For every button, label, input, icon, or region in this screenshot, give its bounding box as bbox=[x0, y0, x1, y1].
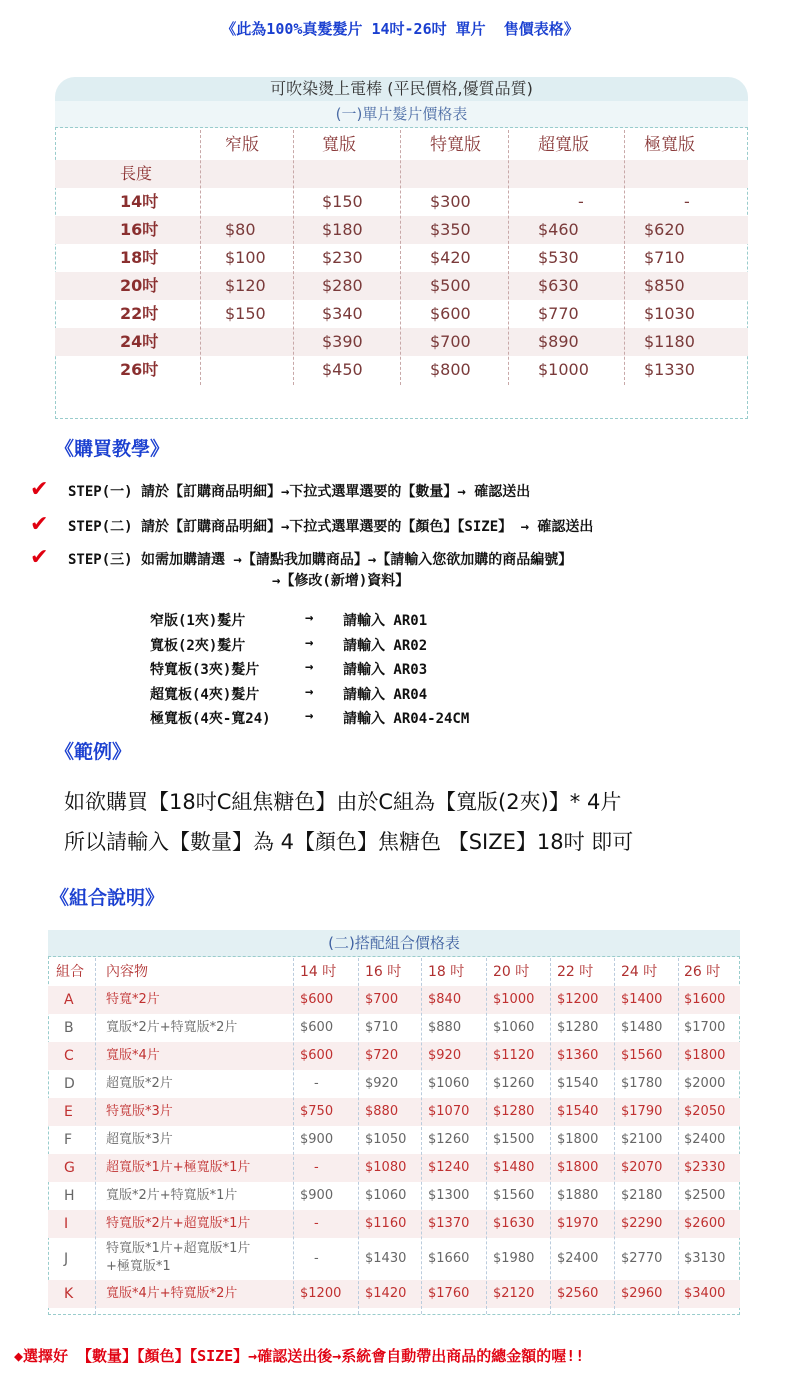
check-icon: ✔ bbox=[30, 512, 49, 537]
arrow-icon: → bbox=[305, 610, 314, 626]
price-cell: $390 bbox=[322, 332, 363, 351]
combo-item: 超寬版*1片+極寬版*1片 bbox=[106, 1160, 251, 1175]
price-cell: $2560 bbox=[557, 1286, 599, 1301]
column-divider bbox=[614, 958, 615, 1314]
table2-row bbox=[48, 1070, 740, 1098]
price-cell: $1630 bbox=[493, 1216, 535, 1231]
price-cell: $1120 bbox=[493, 1048, 535, 1063]
code-name: 超寬板(4夾)髮片 bbox=[150, 686, 260, 703]
column-header: 16 吋 bbox=[365, 964, 402, 980]
price-cell: $1660 bbox=[428, 1251, 470, 1266]
combo-item: 寬版*2片+特寬版*1片 bbox=[106, 1188, 238, 1203]
price-cell: $1200 bbox=[300, 1286, 342, 1301]
code-name: 極寬板(4夾-寬24) bbox=[150, 711, 271, 727]
combo-item: 超寬版*3片 bbox=[106, 1132, 173, 1147]
column-header: 18 吋 bbox=[428, 964, 465, 980]
price-cell: $1700 bbox=[684, 1020, 726, 1035]
price-cell: $620 bbox=[644, 220, 685, 239]
page-title: 《此為100%真髮髮片 14吋-26吋 單片 售價表格》 bbox=[221, 20, 579, 38]
price-cell: $1430 bbox=[365, 1251, 407, 1266]
code-name: 窄版(1夾)髮片 bbox=[150, 613, 246, 629]
combo-item: 特寬版*3片 bbox=[106, 1104, 173, 1119]
length-header: 長度 bbox=[120, 164, 153, 183]
price-cell: $1200 bbox=[557, 992, 599, 1007]
combo-id: J bbox=[64, 1251, 69, 1267]
price-cell: $1600 bbox=[684, 992, 726, 1007]
column-divider bbox=[486, 958, 487, 1314]
column-divider bbox=[678, 958, 679, 1314]
length-cell: 24吋 bbox=[120, 332, 159, 351]
price-cell: $100 bbox=[225, 248, 266, 267]
price-cell: - bbox=[314, 1251, 319, 1266]
combo-item: 寬版*4片+特寬版*2片 bbox=[106, 1286, 238, 1301]
price-cell: $1540 bbox=[557, 1076, 599, 1091]
table2-header-row bbox=[48, 958, 740, 986]
table1-row bbox=[55, 300, 748, 328]
price-cell: $2050 bbox=[684, 1104, 726, 1119]
table2-row bbox=[48, 1154, 740, 1182]
combo-id: A bbox=[64, 992, 74, 1008]
price-cell: $80 bbox=[225, 220, 256, 239]
table1-row bbox=[55, 216, 748, 244]
example-line-1: 如欲購買【18吋C組焦糖色】由於C組為【寬版(2夾)】* 4片 bbox=[64, 790, 622, 814]
price-cell: $890 bbox=[538, 332, 579, 351]
price-cell: $2000 bbox=[684, 1076, 726, 1091]
price-cell: $1800 bbox=[557, 1132, 599, 1147]
table1-row bbox=[55, 244, 748, 272]
price-cell: $1260 bbox=[493, 1076, 535, 1091]
code-input: 請輸入 AR04 bbox=[343, 686, 428, 703]
price-cell: $1880 bbox=[557, 1188, 599, 1203]
table1-row bbox=[55, 160, 748, 188]
table2-row bbox=[48, 1238, 740, 1280]
column-header: 組合 bbox=[56, 964, 84, 980]
price-cell: $3400 bbox=[684, 1286, 726, 1301]
table1-row bbox=[55, 272, 748, 300]
price-cell: $1370 bbox=[428, 1216, 470, 1231]
column-divider bbox=[508, 130, 509, 385]
price-cell: $1060 bbox=[428, 1076, 470, 1091]
price-cell: - bbox=[684, 192, 690, 211]
combo-id: D bbox=[64, 1076, 75, 1092]
column-divider bbox=[624, 130, 625, 385]
table2-row bbox=[48, 986, 740, 1014]
code-input: 請輸入 AR01 bbox=[343, 613, 428, 629]
price-cell: $500 bbox=[430, 276, 471, 295]
column-divider bbox=[550, 958, 551, 1314]
price-cell: $1780 bbox=[621, 1076, 663, 1091]
price-cell: $1260 bbox=[428, 1132, 470, 1147]
price-cell: $340 bbox=[322, 304, 363, 323]
column-divider bbox=[95, 958, 96, 1314]
price-cell: $1500 bbox=[493, 1132, 535, 1147]
price-cell: $1000 bbox=[493, 992, 535, 1007]
length-cell: 14吋 bbox=[120, 192, 159, 211]
price-cell: $1080 bbox=[365, 1160, 407, 1175]
combo-id: G bbox=[64, 1160, 75, 1176]
step-2: STEP(二) 請於【訂購商品明細】→下拉式選單選要的【顏色】【SIZE】 → 確認送出 bbox=[68, 519, 594, 535]
price-cell: $700 bbox=[365, 992, 399, 1007]
price-cell: $1560 bbox=[621, 1048, 663, 1063]
price-cell: - bbox=[314, 1216, 319, 1231]
price-cell: $1030 bbox=[644, 304, 695, 323]
price-cell: $600 bbox=[300, 1020, 334, 1035]
length-cell: 26吋 bbox=[120, 360, 159, 379]
column-divider bbox=[293, 130, 294, 385]
combo-id: C bbox=[64, 1048, 74, 1064]
column-header: 寬版 bbox=[322, 135, 356, 155]
price-cell: $1330 bbox=[644, 360, 695, 379]
price-cell: $600 bbox=[300, 1048, 334, 1063]
combo-item: 超寬版*2片 bbox=[106, 1076, 173, 1091]
price-cell: $1800 bbox=[684, 1048, 726, 1063]
price-cell: - bbox=[314, 1160, 319, 1175]
price-cell: $600 bbox=[430, 304, 471, 323]
price-cell: $2400 bbox=[557, 1251, 599, 1266]
price-cell: $720 bbox=[365, 1048, 399, 1063]
price-cell: $350 bbox=[430, 220, 471, 239]
price-cell: $2500 bbox=[684, 1188, 726, 1203]
combo-item: 寬版*4片 bbox=[106, 1048, 160, 1063]
price-cell: $600 bbox=[300, 992, 334, 1007]
combo-item: 特寬版*1片+超寬版*1片 bbox=[106, 1241, 251, 1256]
price-cell: $1240 bbox=[428, 1160, 470, 1175]
price-cell: $2290 bbox=[621, 1216, 663, 1231]
column-header: 特寬版 bbox=[430, 135, 481, 155]
price-cell: $1790 bbox=[621, 1104, 663, 1119]
code-name: 寬板(2夾)髮片 bbox=[150, 637, 246, 654]
price-cell: $840 bbox=[428, 992, 462, 1007]
combo-id: K bbox=[64, 1286, 74, 1302]
length-cell: 20吋 bbox=[120, 276, 159, 295]
column-divider bbox=[293, 958, 294, 1314]
price-cell: $2330 bbox=[684, 1160, 726, 1175]
step-3: STEP(三) 如需加購請選 →【請點我加購商品】→【請輸入您欲加購的商品編號】 bbox=[68, 552, 573, 568]
bottom-note: ◆選擇好 【數量】【顏色】【SIZE】→確認送出後→系統會自動帶出商品的總金額的喔!! bbox=[14, 1347, 585, 1365]
check-icon: ✔ bbox=[30, 477, 49, 502]
single-piece-price-table bbox=[55, 77, 748, 420]
price-cell: $1280 bbox=[493, 1104, 535, 1119]
table2-row bbox=[48, 1210, 740, 1238]
combo-id: B bbox=[64, 1020, 74, 1036]
price-cell: $120 bbox=[225, 276, 266, 295]
column-divider bbox=[200, 130, 201, 385]
table2-title: (二)搭配組合價格表 bbox=[48, 930, 740, 957]
code-input: 請輸入 AR02 bbox=[343, 637, 428, 654]
table1-row bbox=[55, 188, 748, 216]
combo-id: F bbox=[64, 1132, 73, 1148]
table1-row bbox=[55, 356, 748, 384]
price-cell: $1070 bbox=[428, 1104, 470, 1119]
combo-price-table bbox=[48, 930, 740, 1314]
price-cell: $300 bbox=[430, 192, 471, 211]
arrow-icon: → bbox=[305, 634, 314, 651]
price-cell: $1060 bbox=[493, 1020, 535, 1035]
table2-row bbox=[48, 1042, 740, 1070]
price-cell: $2100 bbox=[621, 1132, 663, 1147]
table2-row bbox=[48, 1182, 740, 1210]
price-cell: $530 bbox=[538, 248, 579, 267]
price-cell: $1050 bbox=[365, 1132, 407, 1147]
price-cell: $880 bbox=[365, 1104, 399, 1119]
price-cell: $1180 bbox=[644, 332, 695, 351]
price-cell: $150 bbox=[225, 304, 266, 323]
price-cell: $1760 bbox=[428, 1286, 470, 1301]
check-icon: ✔ bbox=[30, 545, 49, 570]
price-cell: $1420 bbox=[365, 1286, 407, 1301]
price-cell: $850 bbox=[644, 276, 685, 295]
price-cell: $1280 bbox=[557, 1020, 599, 1035]
arrow-icon: → bbox=[305, 683, 314, 700]
code-input: 請輸入 AR04-24CM bbox=[343, 711, 470, 727]
combo-item-extra: +極寬版*1 bbox=[106, 1259, 171, 1274]
column-header: 26 吋 bbox=[684, 964, 721, 980]
table1-header-row bbox=[55, 130, 748, 158]
arrow-icon: → bbox=[305, 659, 314, 675]
price-cell: $710 bbox=[365, 1020, 399, 1035]
price-cell: $3130 bbox=[684, 1251, 726, 1266]
table2-row bbox=[48, 1126, 740, 1154]
price-cell: $2770 bbox=[621, 1251, 663, 1266]
column-header: 超寬版 bbox=[538, 135, 589, 155]
price-cell: $1160 bbox=[365, 1216, 407, 1231]
table1-row bbox=[55, 328, 748, 356]
price-cell: $1980 bbox=[493, 1251, 535, 1266]
column-header: 窄版 bbox=[225, 135, 259, 155]
price-cell: $150 bbox=[322, 192, 363, 211]
price-cell: $710 bbox=[644, 248, 685, 267]
price-cell: $1300 bbox=[428, 1188, 470, 1203]
price-cell: $450 bbox=[322, 360, 363, 379]
price-cell: $920 bbox=[428, 1048, 462, 1063]
column-header: 14 吋 bbox=[300, 964, 337, 980]
price-cell: $230 bbox=[322, 248, 363, 267]
price-cell: $1060 bbox=[365, 1188, 407, 1203]
price-cell: $280 bbox=[322, 276, 363, 295]
price-cell: - bbox=[314, 1076, 319, 1091]
price-cell: $2180 bbox=[621, 1188, 663, 1203]
example-heading: 《範例》 bbox=[55, 741, 132, 763]
price-cell: $630 bbox=[538, 276, 579, 295]
combo-heading: 《組合說明》 bbox=[50, 887, 165, 909]
arrow-icon: → bbox=[305, 708, 314, 724]
combo-item: 特寬*2片 bbox=[106, 992, 160, 1007]
price-cell: $700 bbox=[430, 332, 471, 351]
price-cell: $2400 bbox=[684, 1132, 726, 1147]
code-input: 請輸入 AR03 bbox=[343, 662, 428, 678]
price-cell: $1000 bbox=[538, 360, 589, 379]
combo-id: E bbox=[64, 1104, 73, 1120]
column-header: 內容物 bbox=[106, 964, 148, 980]
price-cell: - bbox=[578, 192, 584, 211]
price-cell: $2600 bbox=[684, 1216, 726, 1231]
length-cell: 16吋 bbox=[120, 220, 159, 239]
price-cell: $1560 bbox=[493, 1188, 535, 1203]
price-cell: $880 bbox=[428, 1020, 462, 1035]
price-cell: $1540 bbox=[557, 1104, 599, 1119]
table2-row bbox=[48, 1280, 740, 1308]
step-3-continued: →【修改(新增)資料】 bbox=[272, 573, 410, 589]
price-cell: $1480 bbox=[493, 1160, 535, 1175]
price-cell: $1480 bbox=[621, 1020, 663, 1035]
length-cell: 22吋 bbox=[120, 304, 159, 323]
price-cell: $770 bbox=[538, 304, 579, 323]
price-cell: $900 bbox=[300, 1132, 334, 1147]
price-cell: $900 bbox=[300, 1188, 334, 1203]
column-header: 24 吋 bbox=[621, 964, 658, 980]
purchase-heading: 《購買教學》 bbox=[55, 438, 170, 460]
price-cell: $1360 bbox=[557, 1048, 599, 1063]
column-header: 20 吋 bbox=[493, 964, 530, 980]
length-cell: 18吋 bbox=[120, 248, 159, 267]
price-cell: $2070 bbox=[621, 1160, 663, 1175]
combo-id: H bbox=[64, 1188, 75, 1204]
price-cell: $800 bbox=[430, 360, 471, 379]
price-cell: $420 bbox=[430, 248, 471, 267]
column-header: 極寬版 bbox=[644, 135, 695, 155]
column-divider bbox=[358, 958, 359, 1314]
column-divider bbox=[400, 130, 401, 385]
price-cell: $750 bbox=[300, 1104, 334, 1119]
price-cell: $180 bbox=[322, 220, 363, 239]
example-line-2: 所以請輸入【數量】為 4【顏色】焦糖色 【SIZE】18吋 即可 bbox=[64, 830, 634, 854]
table1-title: 可吹染燙上電棒 (平民價格,優質品質) bbox=[55, 77, 748, 101]
column-header: 22 吋 bbox=[557, 964, 594, 980]
price-cell: $1970 bbox=[557, 1216, 599, 1231]
price-cell: $2120 bbox=[493, 1286, 535, 1301]
price-cell: $2960 bbox=[621, 1286, 663, 1301]
table1-subtitle: (一)單片髮片價格表 bbox=[55, 101, 748, 128]
price-cell: $1400 bbox=[621, 992, 663, 1007]
column-divider bbox=[421, 958, 422, 1314]
combo-item: 寬版*2片+特寬版*2片 bbox=[106, 1020, 238, 1035]
step-1: STEP(一) 請於【訂購商品明細】→下拉式選單選要的【數量】→ 確認送出 bbox=[68, 484, 531, 500]
price-cell: $460 bbox=[538, 220, 579, 239]
table2-row bbox=[48, 1098, 740, 1126]
code-name: 特寬板(3夾)髮片 bbox=[150, 662, 260, 678]
combo-id: I bbox=[64, 1216, 69, 1232]
table2-row bbox=[48, 1014, 740, 1042]
price-cell: $920 bbox=[365, 1076, 399, 1091]
price-cell: $1800 bbox=[557, 1160, 599, 1175]
combo-item: 特寬版*2片+超寬版*1片 bbox=[106, 1216, 251, 1231]
